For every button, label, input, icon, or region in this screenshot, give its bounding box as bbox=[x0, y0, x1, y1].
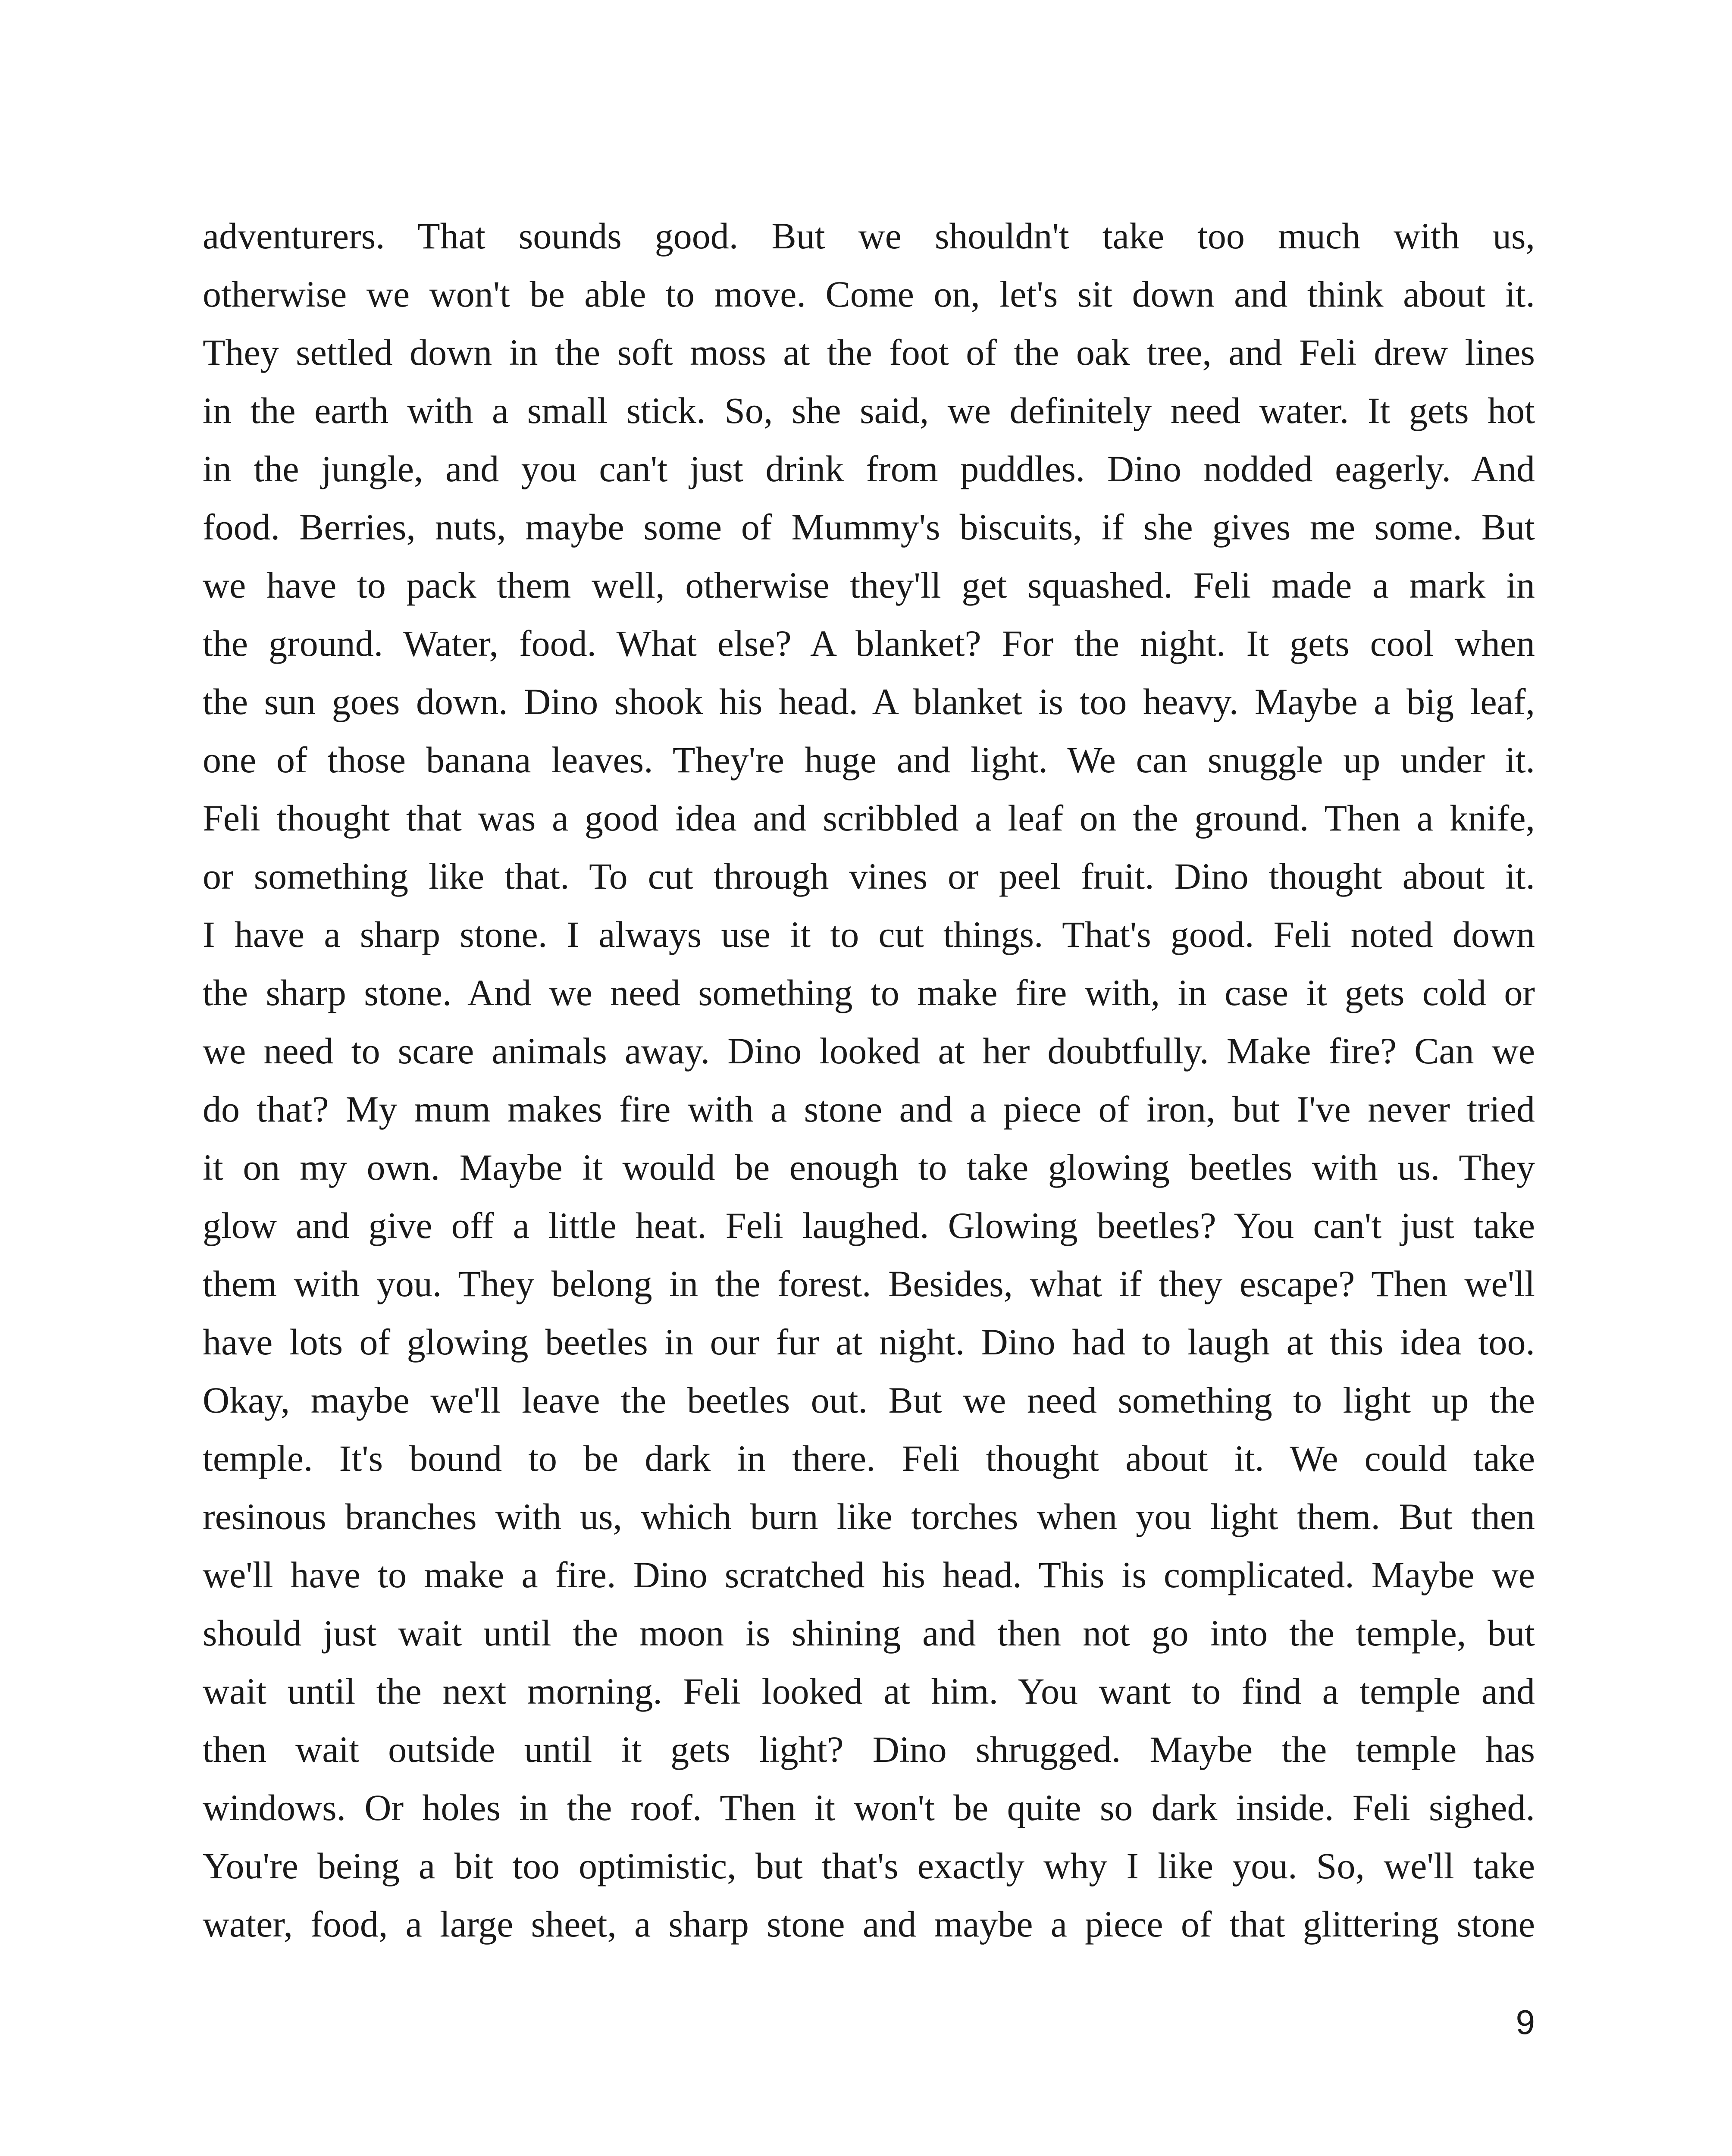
text-line-2: otherwise we won't be able to move. Come on, let's sit down and think about it. bbox=[203, 273, 1535, 315]
text-line-16: do that? My mum makes fire with a stone and a piece of iron, but I've never tried bbox=[203, 1088, 1535, 1130]
text-line-1: adventurers. That sounds good. But we shouldn't take too much with us, bbox=[203, 215, 1535, 257]
text-line-25: should just wait until the moon is shining and then not go into the temple, but bbox=[203, 1612, 1535, 1654]
text-line-21: Okay, maybe we'll leave the beetles out. But we need something to light up the bbox=[203, 1379, 1535, 1421]
page-number: 9 bbox=[1516, 2003, 1535, 2041]
text-line-24: we'll have to make a fire. Dino scratched his head. This is complicated. Maybe we bbox=[203, 1554, 1535, 1595]
text-line-3: They settled down in the soft moss at the foot of the oak tree, and Feli drew lines bbox=[203, 332, 1535, 373]
text-line-14: the sharp stone. And we need something to make fire with, in case it gets cold or bbox=[203, 972, 1535, 1013]
text-line-30: water, food, a large sheet, a sharp stone and maybe a piece of that glittering stone bbox=[203, 1903, 1535, 1945]
text-line-28: windows. Or holes in the roof. Then it won't be quite so dark inside. Feli sighed. bbox=[203, 1787, 1535, 1828]
text-line-20: have lots of glowing beetles in our fur at night. Dino had to laugh at this idea too. bbox=[203, 1321, 1535, 1363]
text-line-26: wait until the next morning. Feli looked at him. You want to find a temple and bbox=[203, 1670, 1535, 1712]
text-line-27: then wait outside until it gets light? Dino shrugged. Maybe the temple has bbox=[203, 1729, 1535, 1770]
text-line-6: food. Berries, nuts, maybe some of Mummy's biscuits, if she gives me some. But bbox=[203, 506, 1535, 548]
text-line-13: I have a sharp stone. I always use it to cut things. That's good. Feli noted down bbox=[203, 914, 1535, 955]
text-line-7: we have to pack them well, otherwise they'll get squashed. Feli made a mark in bbox=[203, 564, 1535, 606]
text-line-9: the sun goes down. Dino shook his head. A blanket is too heavy. Maybe a big leaf, bbox=[203, 681, 1535, 722]
text-line-12: or something like that. To cut through vines or peel fruit. Dino thought about it. bbox=[203, 856, 1535, 897]
text-line-29: You're being a bit too optimistic, but that's exactly why I like you. So, we'll take bbox=[203, 1845, 1535, 1887]
text-line-18: glow and give off a little heat. Feli laughed. Glowing beetles? You can't just take bbox=[203, 1205, 1535, 1246]
text-line-15: we need to scare animals away. Dino looked at her doubtfully. Make fire? Can we bbox=[203, 1030, 1535, 1072]
text-line-10: one of those banana leaves. They're huge and light. We can snuggle up under it. bbox=[203, 739, 1535, 780]
text-line-11: Feli thought that was a good idea and scribbled a leaf on the ground. Then a knife, bbox=[203, 797, 1535, 839]
text-line-19: them with you. They belong in the forest. Besides, what if they escape? Then we'll bbox=[203, 1263, 1535, 1304]
text-line-17: it on my own. Maybe it would be enough to take glowing beetles with us. They bbox=[203, 1147, 1535, 1188]
text-line-8: the ground. Water, food. What else? A blanket? For the night. It gets cool when bbox=[203, 623, 1535, 664]
text-line-23: resinous branches with us, which burn like torches when you light them. But then bbox=[203, 1496, 1535, 1537]
text-line-5: in the jungle, and you can't just drink from puddles. Dino nodded eagerly. And bbox=[203, 448, 1535, 489]
text-line-4: in the earth with a small stick. So, she said, we definitely need water. It gets hot bbox=[203, 390, 1535, 431]
body-text bbox=[203, 207, 1535, 1953]
text-line-22: temple. It's bound to be dark in there. Feli thought about it. We could take bbox=[203, 1438, 1535, 1479]
